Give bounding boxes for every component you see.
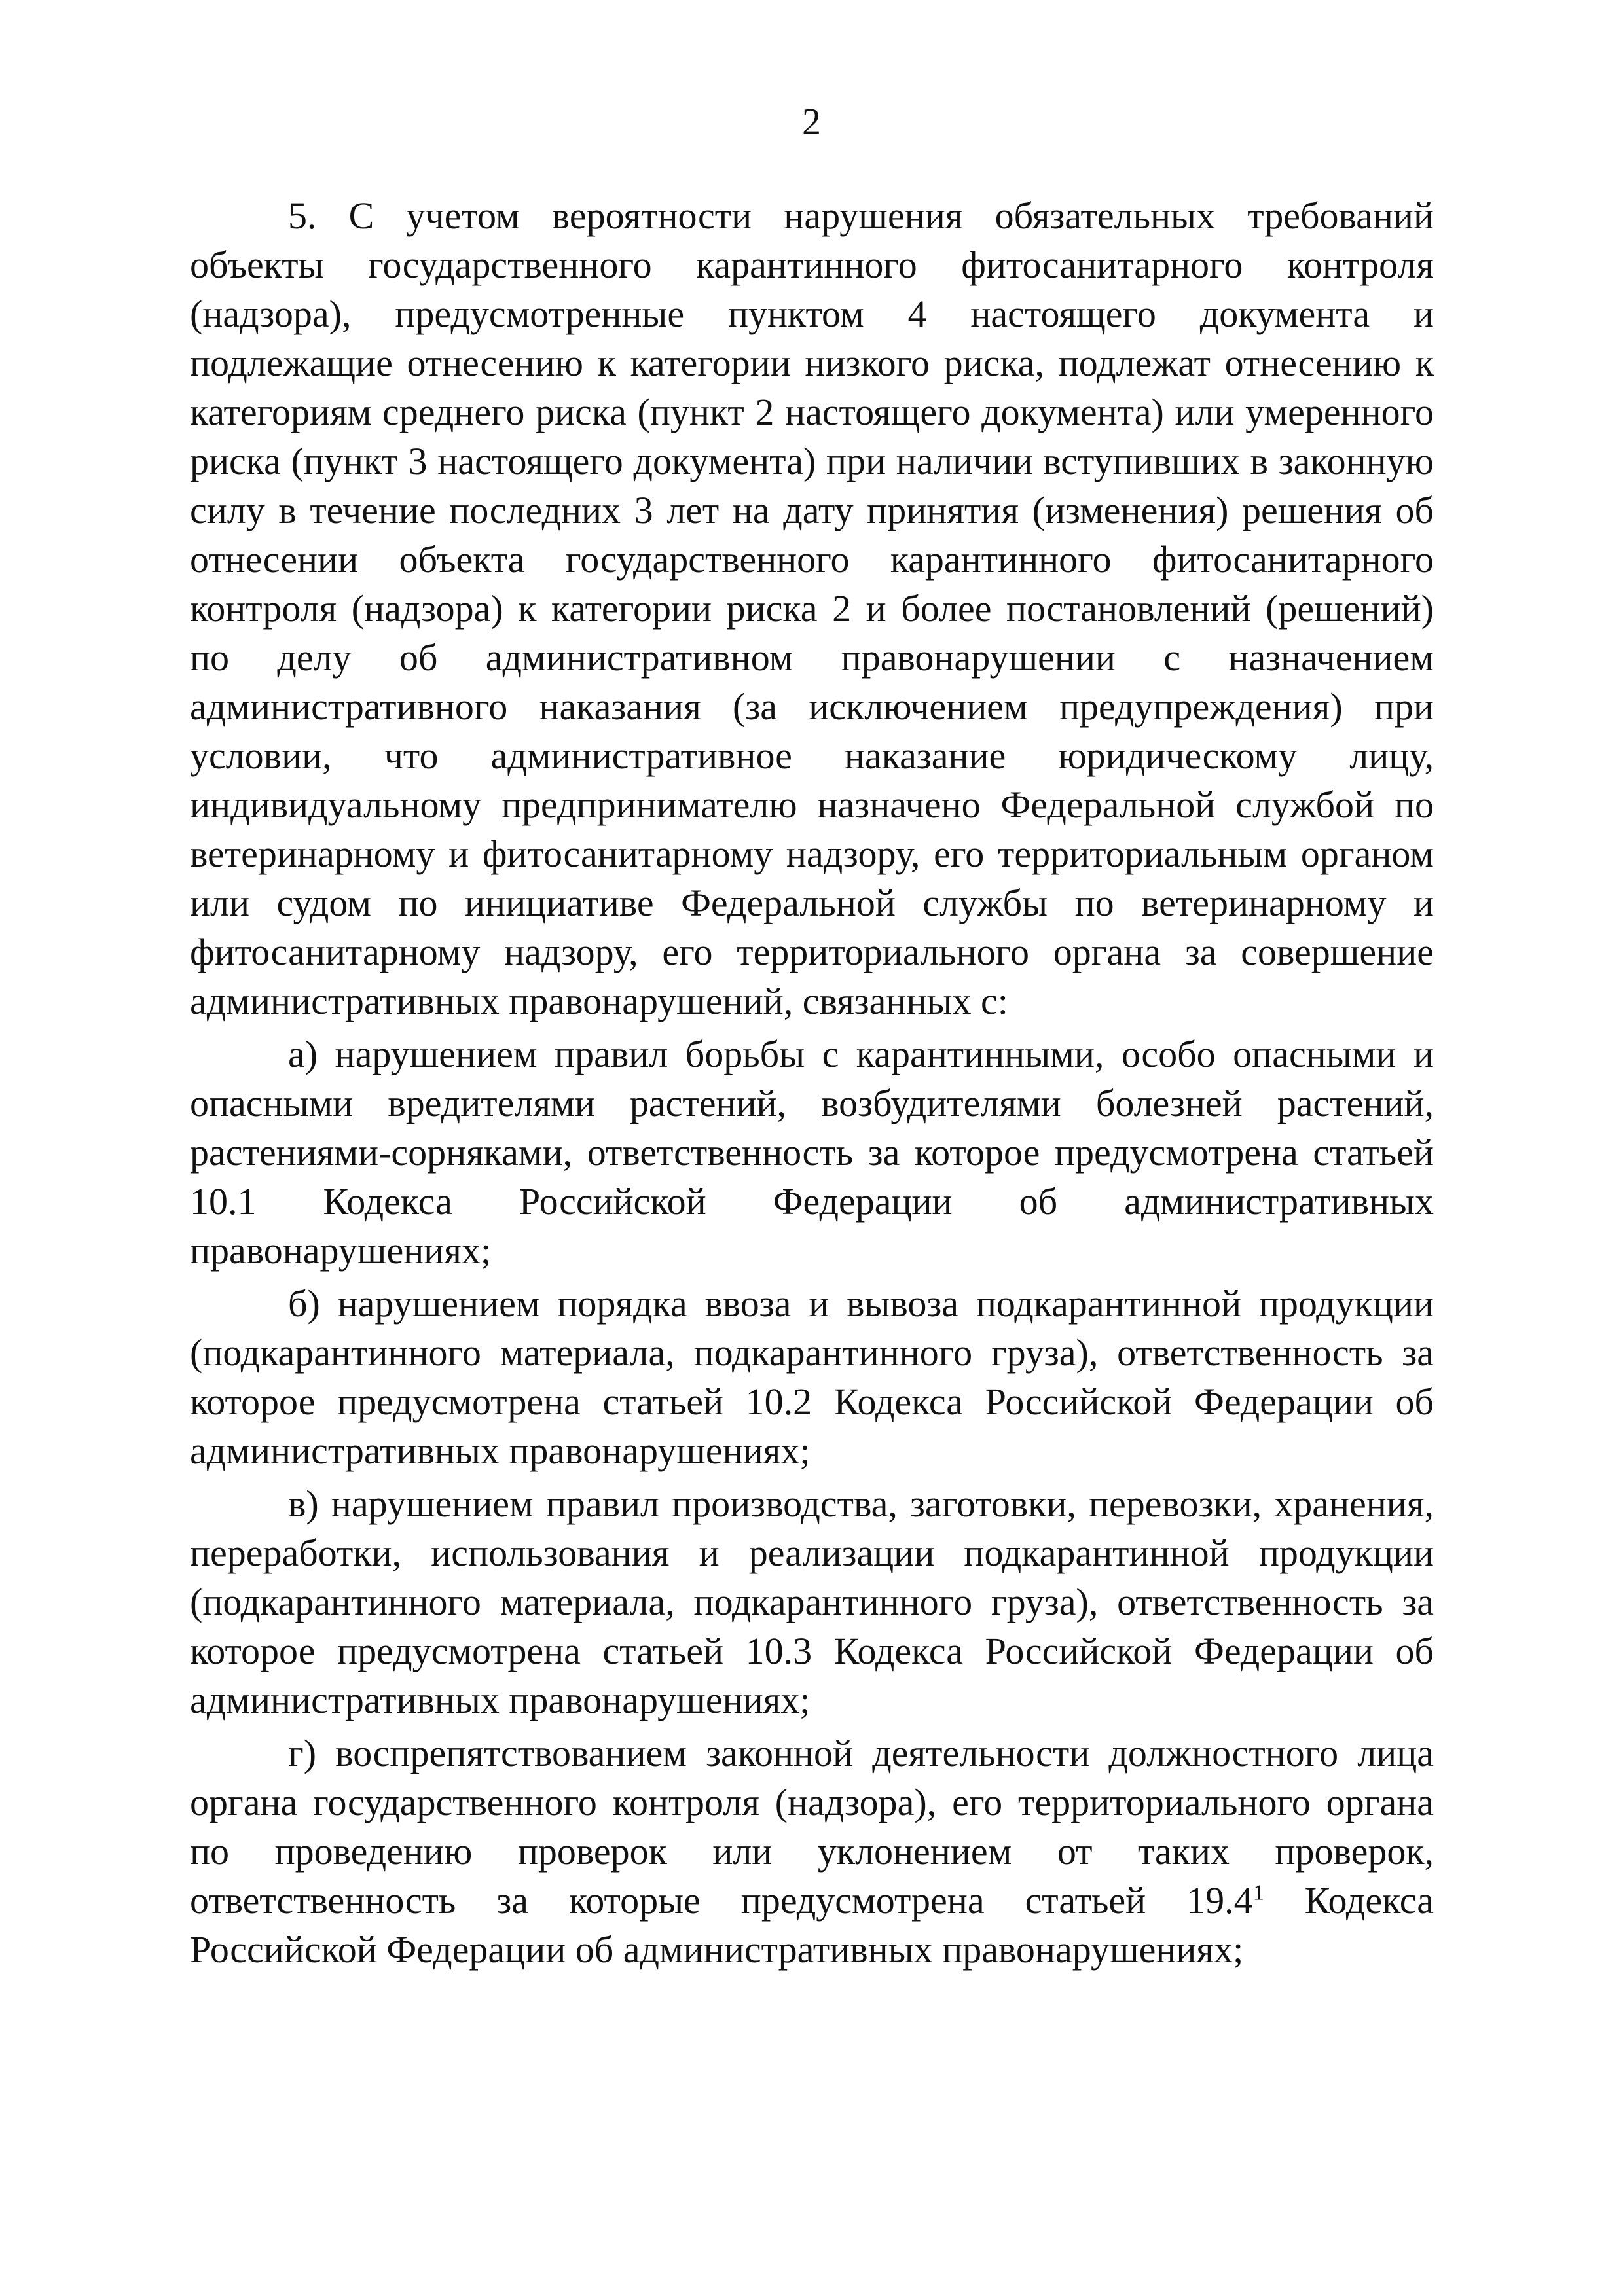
list-item-g-text-end: Кодекса Российской Федерации об административных правонарушениях;: [190, 1879, 1434, 1971]
list-item-v: в) нарушением правил производства, заготовки, перевозки, хранения, переработки, использования и реализации подкарантинной продукции (подкарантинного материала, подкарантинного груза), ответственность за которое предусмотрена статьей 10.3 Кодекса Российской Федерации об административных правонарушениях;: [190, 1482, 1434, 1721]
list-item-a: а) нарушением правил борьбы с карантинными, особо опасными и опасными вредителями растений, возбудителями болезней растений, растениями-сорняками, ответственность за которое предусмотрена статьей 10.1 Кодекса Российской Федерации об административных правонарушениях;: [190, 1033, 1434, 1272]
page-number: 2: [802, 100, 821, 143]
list-item-g-text: г) воспрепятствованием законной деятельности должностного лица органа государственного контроля (надзора), его территориального органа по проведению проверок или уклонением от таких проверок, ответственность за которые предусмотрена статьей 19.4: [190, 1732, 1434, 1922]
list-item-g: [190, 1729, 1434, 1974]
paragraph-5: 5. С учетом вероятности нарушения обязательных требований объекты государственного карантинного фитосанитарного контроля (надзора), предусмотренные пунктом 4 настоящего документа и подлежащие отнесению к категории низкого риска, подлежат отнесению к категориям среднего риска (пункт 2 настоящего документа) или умеренного риска (пункт 3 настоящего документа) при наличии вступивших в законную силу в течение последних 3 лет на дату принятия (изменения) решения об отнесении объекта государственного карантинного фитосанитарного контроля (надзора) к категории риска 2 и более постановлений (решений) по делу об административном правонарушении с назначением административного наказания (за исключением предупреждения) при условии, что административное наказание юридическому лицу, индивидуальному предпринимателю назначено Федеральной службой по ветеринарному и фитосанитарному надзору, его территориальным органом или судом по инициативе Федеральной службы по ветеринарному и фитосанитарному надзору, его территориального органа за совершение административных правонарушений, связанных с:: [190, 194, 1434, 1022]
footnote-superscript: 1: [1252, 1880, 1264, 1905]
document-body: [190, 191, 1434, 1974]
list-item-b: б) нарушением порядка ввоза и вывоза подкарантинной продукции (подкарантинного материала, подкарантинного груза), ответственность за которое предусмотрена статьей 10.2 Кодекса Российской Федерации об административных правонарушениях;: [190, 1282, 1434, 1472]
